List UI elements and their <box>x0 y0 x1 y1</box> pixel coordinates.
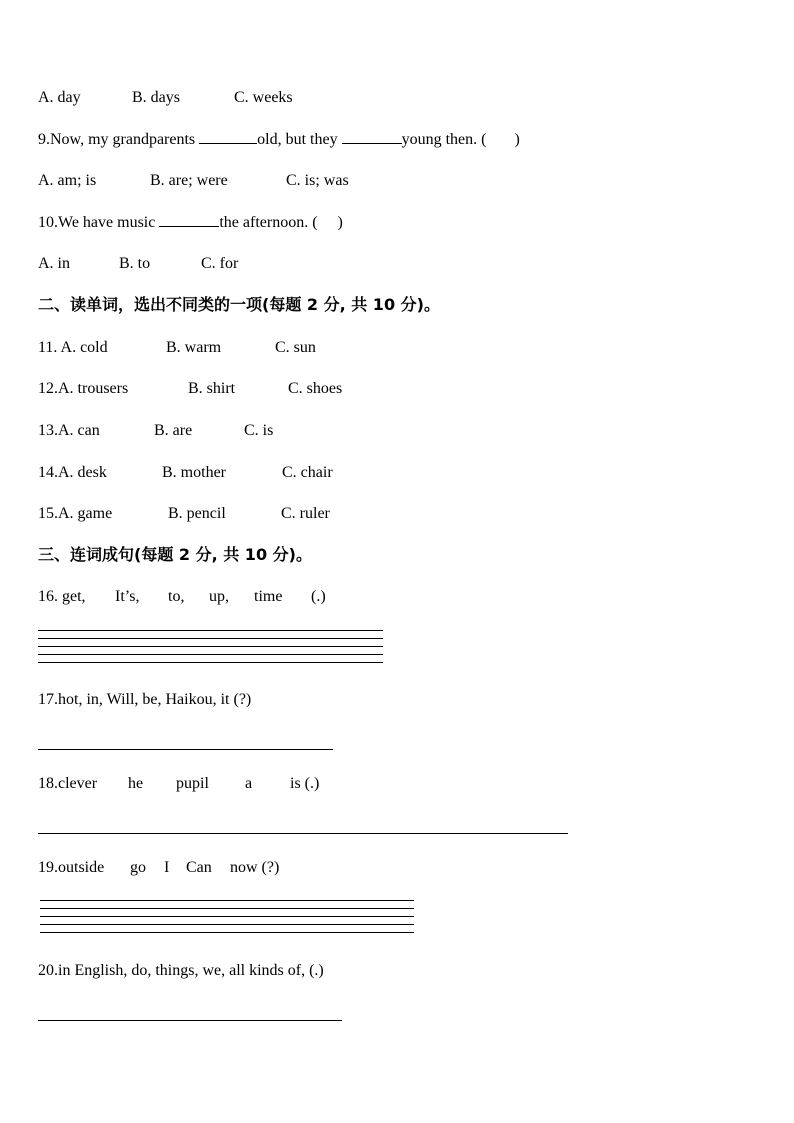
q18-word-1: 18.clever <box>38 775 98 792</box>
q11-option-a: 11. A. cold <box>38 339 108 356</box>
q12-option-a: 12.A. trousers <box>38 380 129 397</box>
q16-word-6: (.) <box>311 588 326 605</box>
q10-blank[interactable] <box>159 212 219 227</box>
q9-blank-1[interactable] <box>199 129 257 144</box>
q10-text-2: the afternoon. ( <box>219 214 318 231</box>
question-20: 20.in English, do, things, we, all kinds of, (.) <box>38 962 324 979</box>
q9-blank-2[interactable] <box>342 129 402 144</box>
q19-word-1: 19.outside <box>38 859 105 876</box>
q18-word-3: pupil <box>176 775 209 792</box>
q18-word-5: is (.) <box>290 775 320 792</box>
q19-word-5: now (?) <box>230 859 280 876</box>
q16-answer-line-3[interactable] <box>38 646 383 647</box>
q19-answer-line-4[interactable] <box>40 924 414 925</box>
q13-option-b: B. are <box>154 422 193 439</box>
q16-word-3: to, <box>168 588 185 605</box>
question-10 <box>38 212 343 233</box>
q11-option-c: C. sun <box>275 339 316 356</box>
q10-option-b: B. to <box>119 255 151 272</box>
q10-text-3: ) <box>337 214 343 231</box>
q9-option-b: B. are; were <box>150 172 228 189</box>
q14-option-b: B. mother <box>162 464 226 481</box>
section-2-heading: 二、读单词，选出不同类的一项(每题 2 分, 共 10 分)。 <box>38 295 440 314</box>
q17-answer-line[interactable] <box>38 749 333 750</box>
q9-text-4: ) <box>514 131 520 148</box>
q8-option-a: A. day <box>38 89 81 106</box>
q16-answer-line-4[interactable] <box>38 654 383 655</box>
q12-option-b: B. shirt <box>188 380 236 397</box>
q13-option-c: C. is <box>244 422 274 439</box>
question-17: 17.hot, in, Will, be, Haikou, it (?) <box>38 691 252 708</box>
q10-text-1: 10.We have music <box>38 214 160 231</box>
q20-answer-line[interactable] <box>38 1020 342 1021</box>
q14-option-c: C. chair <box>282 464 333 481</box>
q15-option-a: 15.A. game <box>38 505 113 522</box>
q9-text-2: old, but they <box>257 131 342 148</box>
q19-word-3: I <box>164 859 170 876</box>
q16-word-2: It’s, <box>115 588 140 605</box>
q15-option-c: C. ruler <box>281 505 330 522</box>
q19-word-4: Can <box>186 859 212 876</box>
q11-option-b: B. warm <box>166 339 222 356</box>
q14-option-a: 14.A. desk <box>38 464 107 481</box>
q16-word-1: 16. get, <box>38 588 86 605</box>
q9-option-c: C. is; was <box>286 172 349 189</box>
q9-text-3: young then. ( <box>401 131 487 148</box>
q16-answer-line-5[interactable] <box>38 662 383 663</box>
q19-word-2: go <box>130 859 146 876</box>
q10-option-c: C. for <box>201 255 239 272</box>
question-9 <box>38 129 520 150</box>
q12-option-c: C. shoes <box>288 380 343 397</box>
q8-option-c: C. weeks <box>234 89 293 106</box>
q19-answer-line-5[interactable] <box>40 932 414 933</box>
q9-text-1: 9.Now, my grandparents <box>38 131 200 148</box>
q9-option-a: A. am; is <box>38 172 97 189</box>
q16-word-5: time <box>254 588 283 605</box>
q19-answer-line-1[interactable] <box>40 900 414 901</box>
section-3-heading: 三、连词成句(每题 2 分, 共 10 分)。 <box>38 545 312 564</box>
q8-option-b: B. days <box>132 89 180 106</box>
q16-word-4: up, <box>209 588 229 605</box>
q16-answer-line-1[interactable] <box>38 630 383 631</box>
q18-answer-line[interactable] <box>38 833 568 834</box>
q15-option-b: B. pencil <box>168 505 226 522</box>
q18-word-4: a <box>245 775 253 792</box>
q18-word-2: he <box>128 775 144 792</box>
q19-answer-line-2[interactable] <box>40 908 414 909</box>
q13-option-a: 13.A. can <box>38 422 100 439</box>
q19-answer-line-3[interactable] <box>40 916 414 917</box>
q16-answer-line-2[interactable] <box>38 638 383 639</box>
q10-option-a: A. in <box>38 255 70 272</box>
